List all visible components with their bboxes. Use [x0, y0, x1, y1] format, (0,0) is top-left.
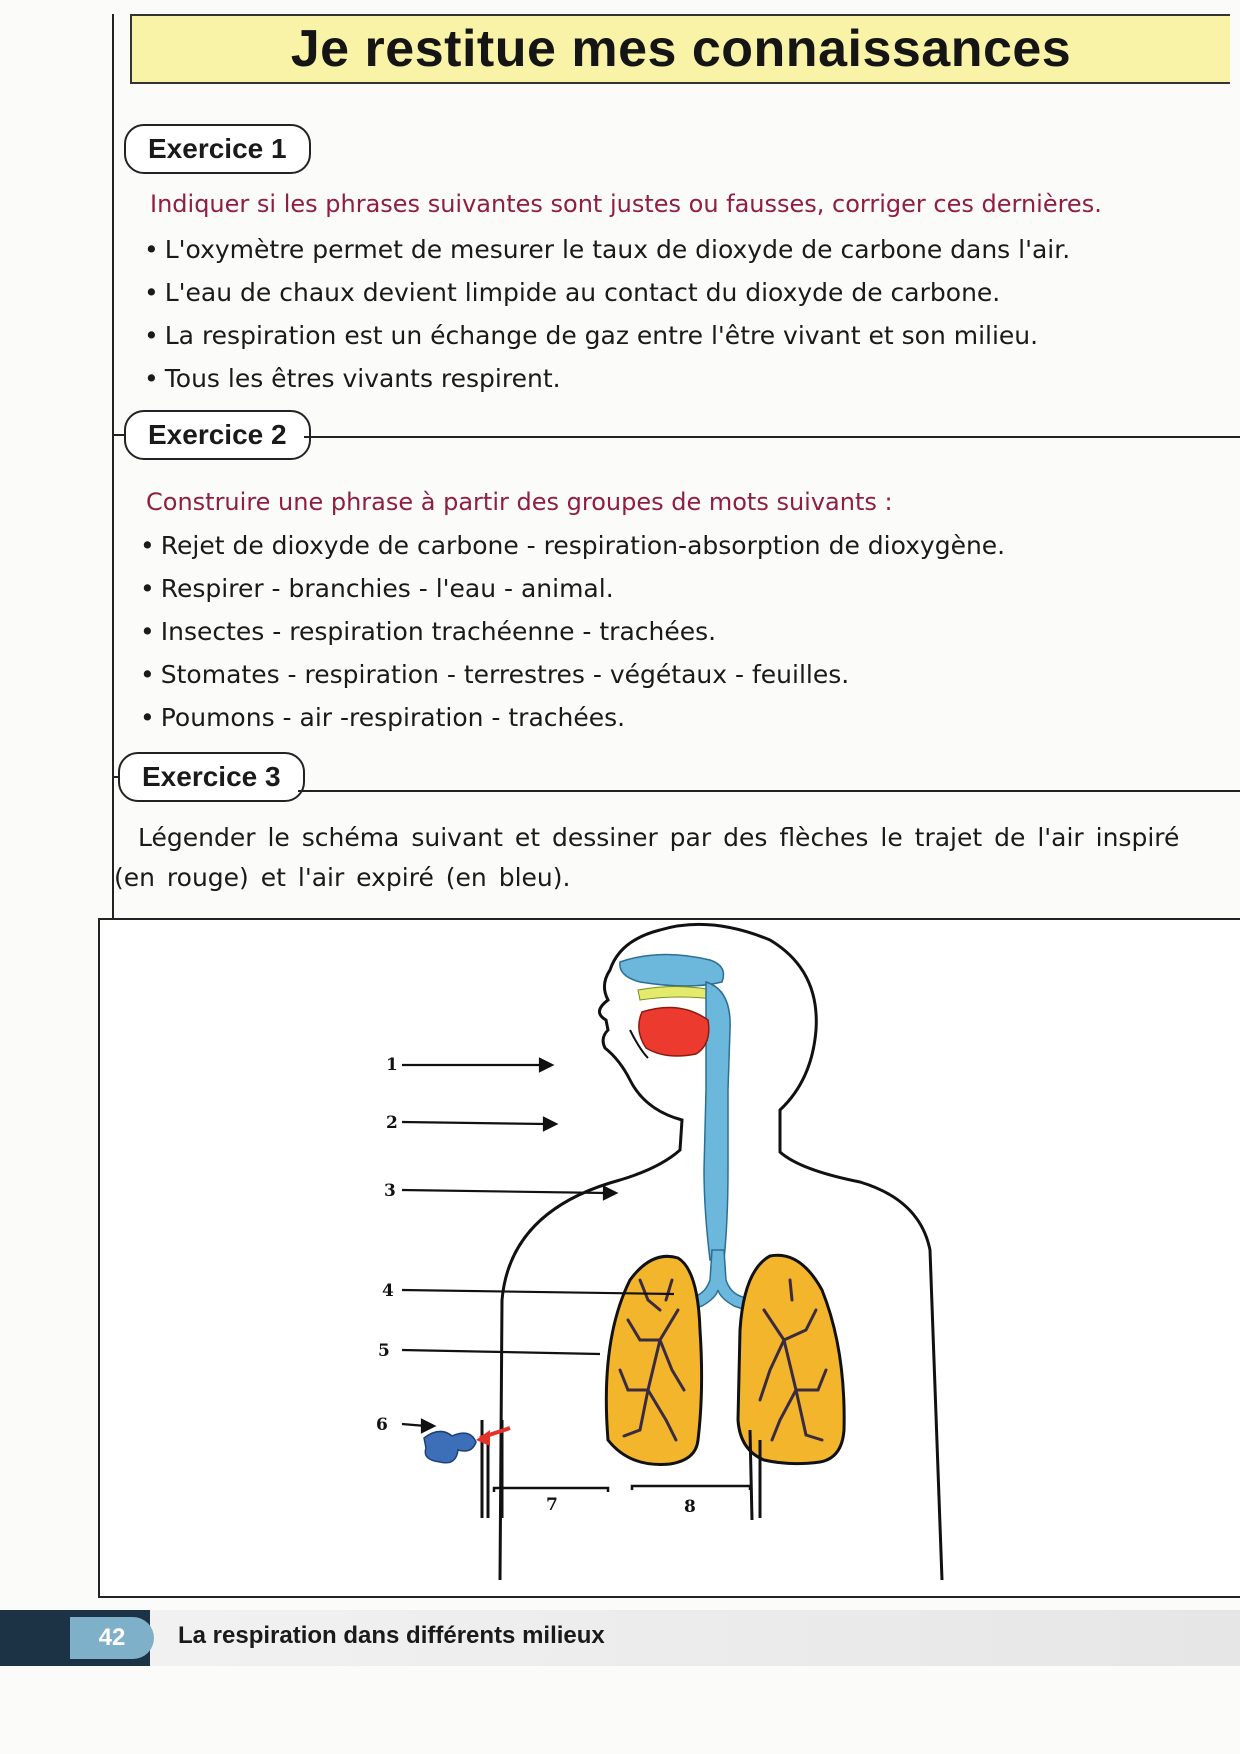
exercise-1-list [144, 228, 1070, 400]
bracket-7 [494, 1488, 608, 1492]
diagram-label-6: 6 [376, 1415, 388, 1435]
exercise-2-instruction: Construire une phrase à partir des groupes de mots suivants : [146, 488, 893, 516]
page-title: Je restitue mes connaissances [290, 20, 1072, 78]
diagram-label-5: 5 [378, 1341, 390, 1361]
diagram-label-1: 1 [386, 1055, 398, 1075]
page-number-badge: 42 [70, 1617, 154, 1659]
list-item: • Tous les êtres vivants respirent. [144, 357, 1070, 400]
exercise-1-label: Exercice 1 [124, 124, 311, 174]
respiratory-system-diagram [100, 920, 1240, 1596]
nasal-cavity [620, 954, 724, 986]
section-rule [304, 436, 1240, 438]
list-item: • L'eau de chaux devient limpide au contact du dioxyde de carbone. [144, 271, 1070, 314]
diagram-label-7: 7 [546, 1495, 558, 1515]
list-item: • Poumons - air -respiration - trachées. [140, 696, 1005, 739]
exercise-1-instruction: Indiquer si les phrases suivantes sont justes ou fausses, corriger ces dernières. [150, 190, 1102, 218]
list-item: • Respirer - branchies - l'eau - animal. [140, 567, 1005, 610]
chapter-title: La respiration dans différents milieux [178, 1622, 605, 1649]
list-item: • L'oxymètre permet de mesurer le taux de dioxyde de carbone dans l'air. [144, 228, 1070, 271]
diagram-label-4: 4 [382, 1281, 394, 1301]
respiratory-diagram-frame [98, 918, 1240, 1598]
diagram-label-3: 3 [384, 1181, 396, 1201]
title-banner [130, 14, 1230, 84]
diagram-label-8: 8 [684, 1497, 696, 1517]
list-item: • Rejet de dioxyde de carbone - respiration-absorption de dioxygène. [140, 524, 1005, 567]
bracket-8 [632, 1486, 750, 1490]
list-item: • Insectes - respiration trachéenne - trachées. [140, 610, 1005, 653]
mouth-cavity [639, 1008, 709, 1057]
exercise-3-label: Exercice 3 [118, 752, 305, 802]
list-item: • Stomates - respiration - terrestres - végétaux - feuilles. [140, 653, 1005, 696]
section-rule [298, 790, 1240, 792]
diagram-label-2: 2 [386, 1113, 398, 1133]
exercise-2-label: Exercice 2 [124, 410, 311, 460]
list-item: • La respiration est un échange de gaz entre l'être vivant et son milieu. [144, 314, 1070, 357]
exercise-3-instruction: Légender le schéma suivant et dessiner par des flèches le trajet de l'air inspiré (en rouge) et l'air expiré (en bleu). [114, 823, 1180, 892]
exercise-2-list [140, 524, 1005, 739]
alveolus [424, 1431, 476, 1462]
